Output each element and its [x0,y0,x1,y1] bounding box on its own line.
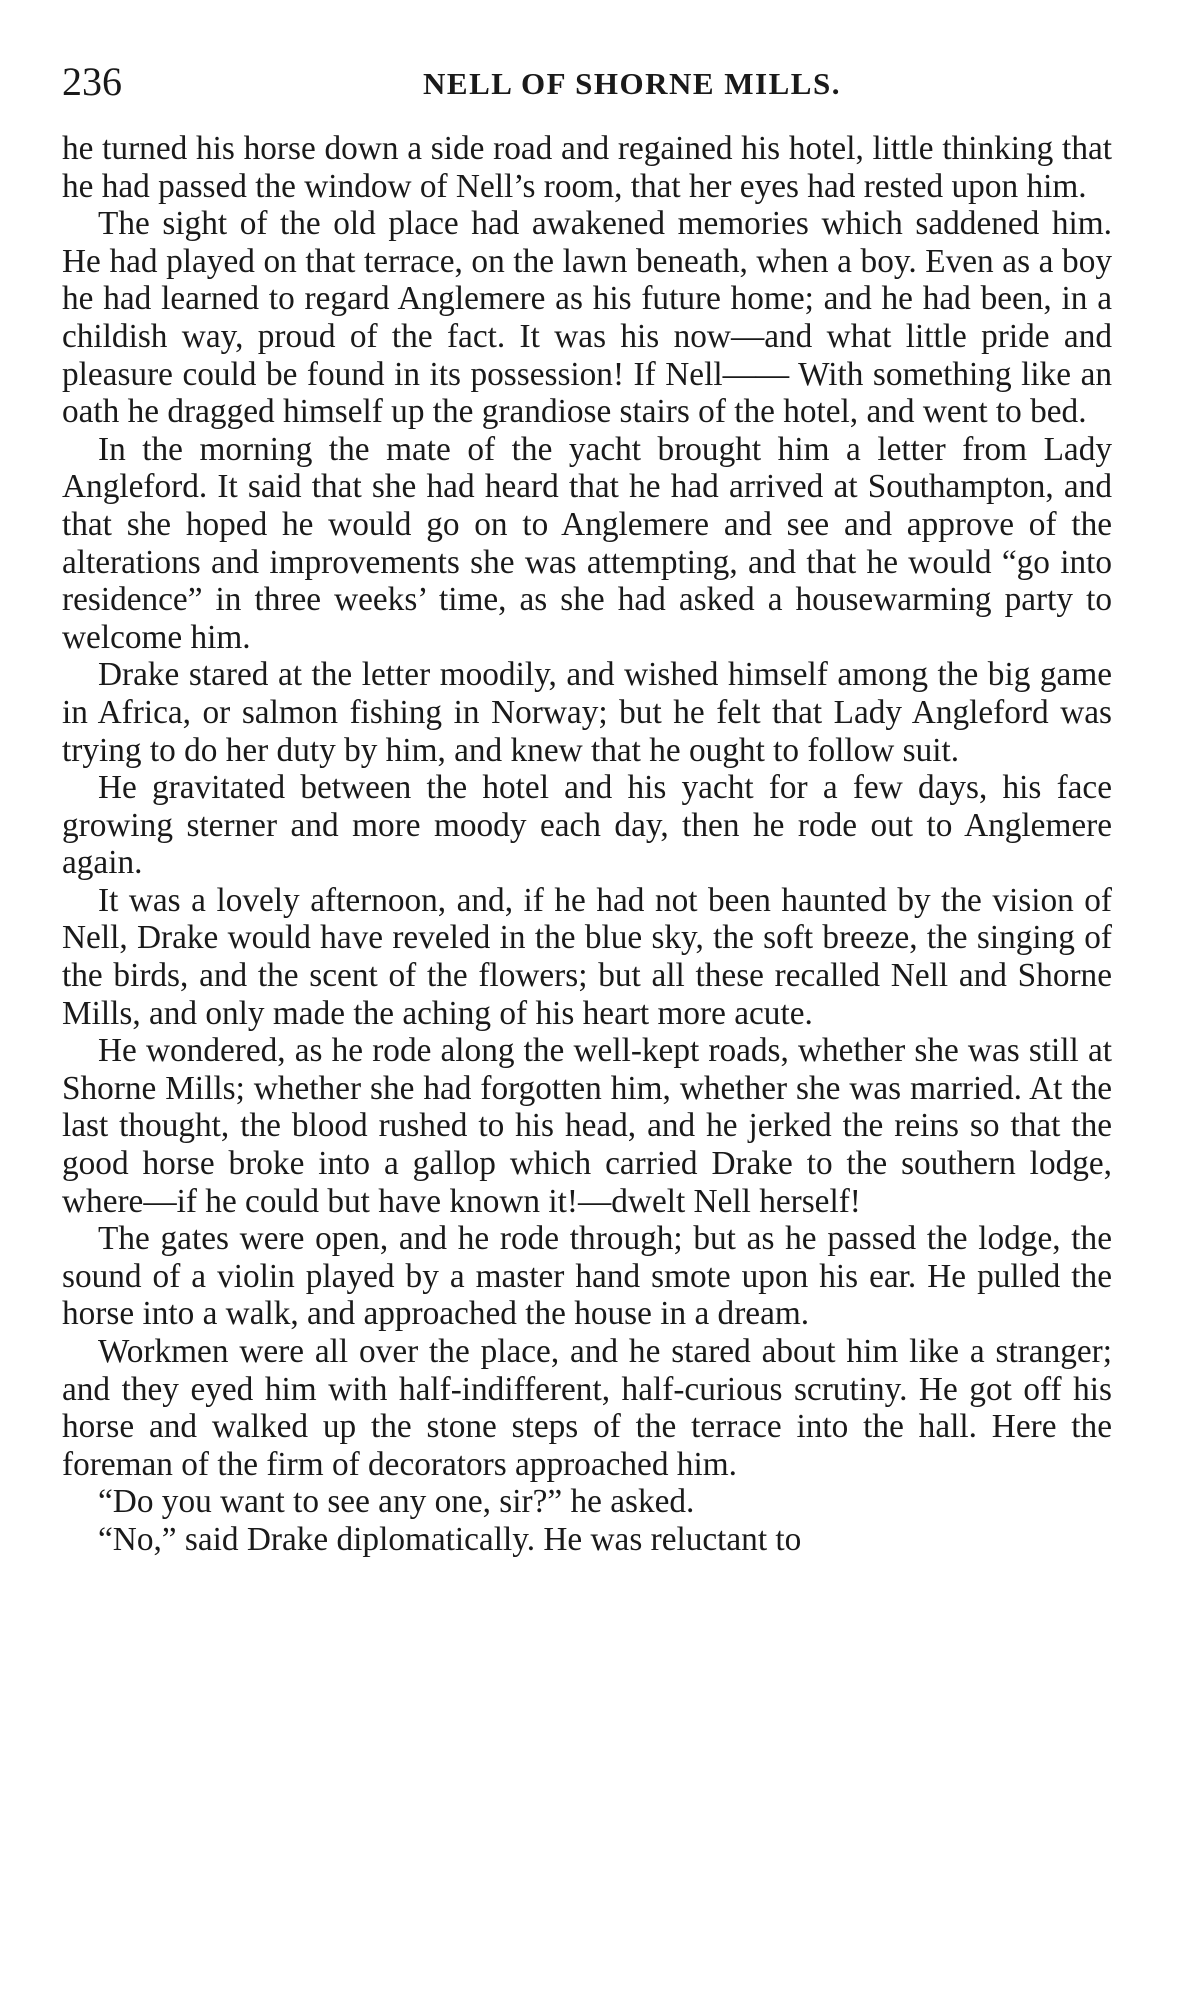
body-text [62,130,1112,1559]
page-number: 236 [62,59,122,104]
paragraph: he turned his horse down a side road and regained his hotel, little thinking that he had passed the window of Nell’s room, that her eyes had rested upon him. [62,130,1112,205]
paragraph: “No,” said Drake diplomatically. He was reluctant to [98,1520,802,1558]
page-header [62,58,1112,118]
running-head: NELL OF SHORNE MILLS. [423,66,841,101]
paragraph: The sight of the old place had awakened memories which saddened him. He had played on that terrace, on the lawn beneath, when a boy. Even as a boy he had learned to regard Anglemere as his future home; and he had been, in a childish way, proud of the fact. It was his now—and what little pride and pleasure could be found in its possession! If Nell—— With something like an oath he dragged himself up the grandiose stairs of the hotel, and went to bed. [62,205,1112,431]
paragraph: Workmen were all over the place, and he stared about him like a stranger; and they eyed him with half-indifferent, half-curious scrutiny. He got off his horse and walked up the stone steps of the terrace into the hall. Here the foreman of the firm of decorators approached him. [62,1333,1112,1483]
paragraph: The gates were open, and he rode through; but as he passed the lodge, the sound of a violin played by a master hand smote upon his ear. He pulled the horse into a walk, and approached the house in a dream. [62,1220,1112,1333]
book-page [62,58,1112,1988]
paragraph: It was a lovely afternoon, and, if he had not been haunted by the vision of Nell, Drake would have reveled in the blue sky, the soft breeze, the singing of the birds, and the scent of the flowers; but all these recalled Nell and Shorne Mills, and only made the aching of his heart more acute. [62,881,1112,1032]
paragraph: In the morning the mate of the yacht brought him a letter from Lady Angleford. It said that she had heard that he had arrived at Southampton, and that she hoped he would go on to Anglemere and see and approve of the alterations and improvements she was attempting, and that he would “go into residence” in three weeks’ time, as she had asked a housewarming party to welcome him. [62,430,1112,656]
paragraph: He wondered, as he rode along the well-kept roads, whether she was still at Shorne Mills; whether she had forgotten him, whether she was married. At the last thought, the blood rushed to his head, and he jerked the reins so that the good horse broke into a gallop which carried Drake to the southern lodge, where—if he could but have known it!—dwelt Nell herself! [62,1032,1112,1220]
paragraph: Drake stared at the letter moodily, and wished himself among the big game in Africa, or salmon fishing in Norway; but he felt that Lady Angleford was trying to do her duty by him, and knew that he ought to follow suit. [62,656,1112,769]
paragraph: “Do you want to see any one, sir?” he asked. [98,1483,695,1521]
paragraph: He gravitated between the hotel and his yacht for a few days, his face growing sterner and more moody each day, then he rode out to Anglemere again. [62,769,1112,882]
